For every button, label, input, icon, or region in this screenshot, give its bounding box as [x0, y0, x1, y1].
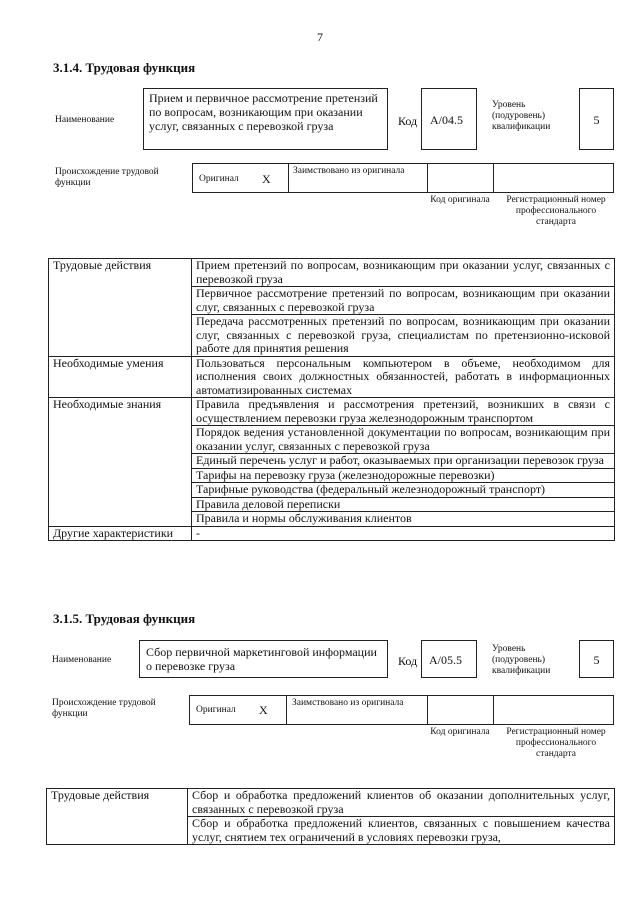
original-label: Оригинал: [196, 705, 236, 715]
code-value: А/05.5: [429, 653, 462, 667]
level-value-box: [579, 88, 614, 150]
name-value: Прием и первичное рассмотрение претензий по вопросам, возникающим при оказании услуг, связанных с перевозкой груза: [149, 91, 378, 133]
name-value-box: [139, 640, 388, 678]
name-value: Сбор первичной маркетинговой информации о перевозке груза: [146, 645, 377, 673]
code-label: Код: [398, 114, 418, 128]
level-value: 5: [593, 653, 600, 667]
row-item: Правила и нормы обслуживания клиентов: [192, 512, 615, 527]
table-row: [47, 789, 615, 817]
function-table: [46, 788, 615, 845]
section-title: 3.1.5. Трудовая функция: [53, 611, 196, 626]
row-item: Сбор и обработка предложений клиентов, связанных с повышением качества услуг, снятием тех ограничений в условиях перевозки груза,: [188, 817, 615, 845]
table-row: [49, 526, 615, 541]
borrowed-label: Заимствовано из оригинала: [293, 166, 405, 176]
table-row: [49, 259, 615, 287]
code-original-label: Код оригинала: [430, 195, 490, 205]
table-row: [49, 356, 615, 398]
original-mark: X: [259, 703, 268, 717]
row-item: Тарифные руководства (федеральный железнодорожный транспорт): [192, 483, 615, 498]
row-item: Порядок ведения установленной документации по вопросам, возникающим при оказании услуг, связанных с перевозкой груза: [192, 426, 615, 454]
row-item: Передача рассмотренных претензий по вопросам, возникающим при оказании слуг, связанных с перевозкой груза, специалистам по претензионно-исковой работе для принятия решения: [192, 315, 615, 357]
borrowed-label: Заимствовано из оригинала: [292, 698, 404, 708]
row-item: Первичное рассмотрение претензий по вопросам, возникающим при оказании слуг, связанных с перевозкой груза: [192, 287, 615, 315]
origin-label: Происхождение трудовой функции: [55, 167, 159, 188]
level-value-box: [579, 640, 614, 678]
row-label: Необходимые умения: [49, 356, 192, 398]
code-value-box: [421, 88, 477, 150]
level-value: 5: [593, 113, 600, 127]
name-label: Наименование: [55, 115, 115, 125]
row-item: Пользоваться персональным компьютером в объеме, необходимом для исполнения своих должностных обязанностей, работать в информационных автоматизированных системах: [192, 356, 615, 398]
level-label: Уровень (подуровень) квалификации: [492, 644, 551, 676]
table-row: [49, 398, 615, 426]
section-title: 3.1.4. Трудовая функция: [53, 60, 196, 75]
name-label: Наименование: [52, 655, 112, 665]
row-label: Необходимые знания: [49, 398, 192, 527]
level-label: Уровень (подуровень) квалификации: [492, 100, 551, 132]
row-item: -: [192, 526, 615, 541]
row-item: Правила предъявления и рассмотрения претензий, возникших в связи с осуществлением перевозки груза железнодорожным транспортом: [192, 398, 615, 426]
row-label: Трудовые действия: [49, 259, 192, 357]
code-value-box: [421, 640, 477, 678]
row-item: Сбор и обработка предложений клиентов об оказании дополнительных услуг, связанных с перевозкой груза: [188, 789, 615, 817]
code-label: Код: [398, 654, 418, 668]
page-number: 7: [317, 30, 323, 44]
row-label: Трудовые действия: [47, 789, 188, 845]
origin-label: Происхождение трудовой функции: [52, 698, 156, 719]
reg-number-label: Регистрационный номер профессионального стандарта: [506, 727, 606, 759]
row-item: Единый перечень услуг и работ, оказываемых при организации перевозок груза: [192, 454, 615, 469]
row-label: Другие характеристики: [49, 526, 192, 541]
name-value-box: [143, 88, 388, 150]
original-label: Оригинал: [199, 174, 239, 184]
row-item: Тарифы на перевозку груза (железнодорожные перевозки): [192, 468, 615, 483]
row-item: Прием претензий по вопросам, возникающим при оказании услуг, связанных с перевозкой груза: [192, 259, 615, 287]
original-mark: X: [262, 172, 271, 186]
function-table: [48, 258, 615, 541]
code-value: А/04.5: [430, 113, 463, 127]
reg-number-label: Регистрационный номер профессионального стандарта: [506, 195, 606, 227]
code-original-label: Код оригинала: [430, 727, 490, 737]
row-item: Правила деловой переписки: [192, 497, 615, 512]
